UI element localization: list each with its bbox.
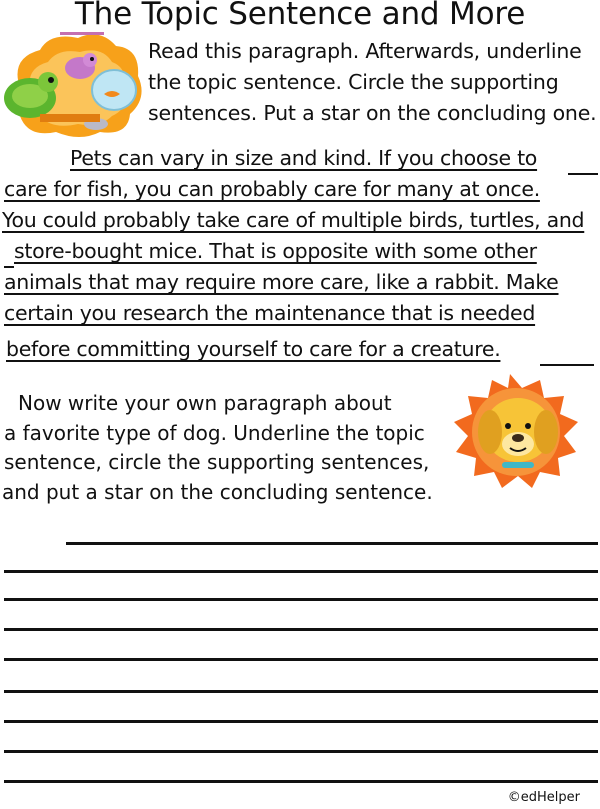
paragraph-text: Pets can vary in size and kind. If you choose to — [70, 146, 538, 170]
instructions — [148, 36, 600, 129]
task-line: and put a star on the concluding sentence. — [2, 479, 433, 504]
paragraph-line — [0, 334, 600, 366]
writing-line[interactable] — [4, 598, 598, 601]
task-line: a favorite type of dog. Underline the topic — [4, 420, 425, 445]
instruction-line: sentences. Put a star on the concluding one. — [148, 101, 597, 125]
instruction-line: the topic sentence. Circle the supporting — [148, 70, 559, 94]
copyright-credit: ©edHelper — [507, 790, 580, 805]
writing-line[interactable] — [4, 658, 598, 661]
worksheet-title: The Topic Sentence and More — [74, 0, 526, 32]
paragraph-text: certain you research the maintenance that is needed — [4, 301, 536, 325]
paragraph-text: store-bought mice. That is opposite with some other — [14, 239, 537, 263]
writing-line[interactable] — [4, 628, 598, 631]
paragraph-line — [0, 205, 600, 237]
paragraph-text: before committing yourself to care for a creature. — [6, 337, 501, 361]
writing-line[interactable] — [4, 780, 598, 783]
paragraph-line — [0, 298, 600, 330]
writing-line[interactable] — [4, 720, 598, 723]
dog-clipart-image — [440, 372, 580, 490]
writing-line[interactable] — [4, 570, 598, 573]
paragraph-text: animals that may require more care, like a rabbit. Make — [4, 270, 559, 294]
instruction-line: Read this paragraph. Afterwards, underline — [148, 39, 582, 63]
writing-line[interactable] — [66, 542, 598, 545]
task-line: Now write your own paragraph about — [18, 391, 392, 415]
paragraph-text: You could probably take care of multiple birds, turtles, and — [2, 208, 585, 232]
paragraph-text: care for fish, you can probably care for many at once. — [4, 177, 540, 201]
line-rule — [540, 364, 594, 366]
paragraph-line — [0, 236, 600, 268]
writing-task — [0, 389, 460, 507]
pets-clipart-image — [0, 28, 148, 140]
writing-line[interactable] — [4, 690, 598, 693]
paragraph-line — [0, 267, 600, 299]
task-line: sentence, circle the supporting sentences, — [4, 450, 430, 474]
paragraph-line — [0, 174, 600, 206]
paragraph-line — [0, 143, 600, 175]
writing-line[interactable] — [4, 750, 598, 753]
